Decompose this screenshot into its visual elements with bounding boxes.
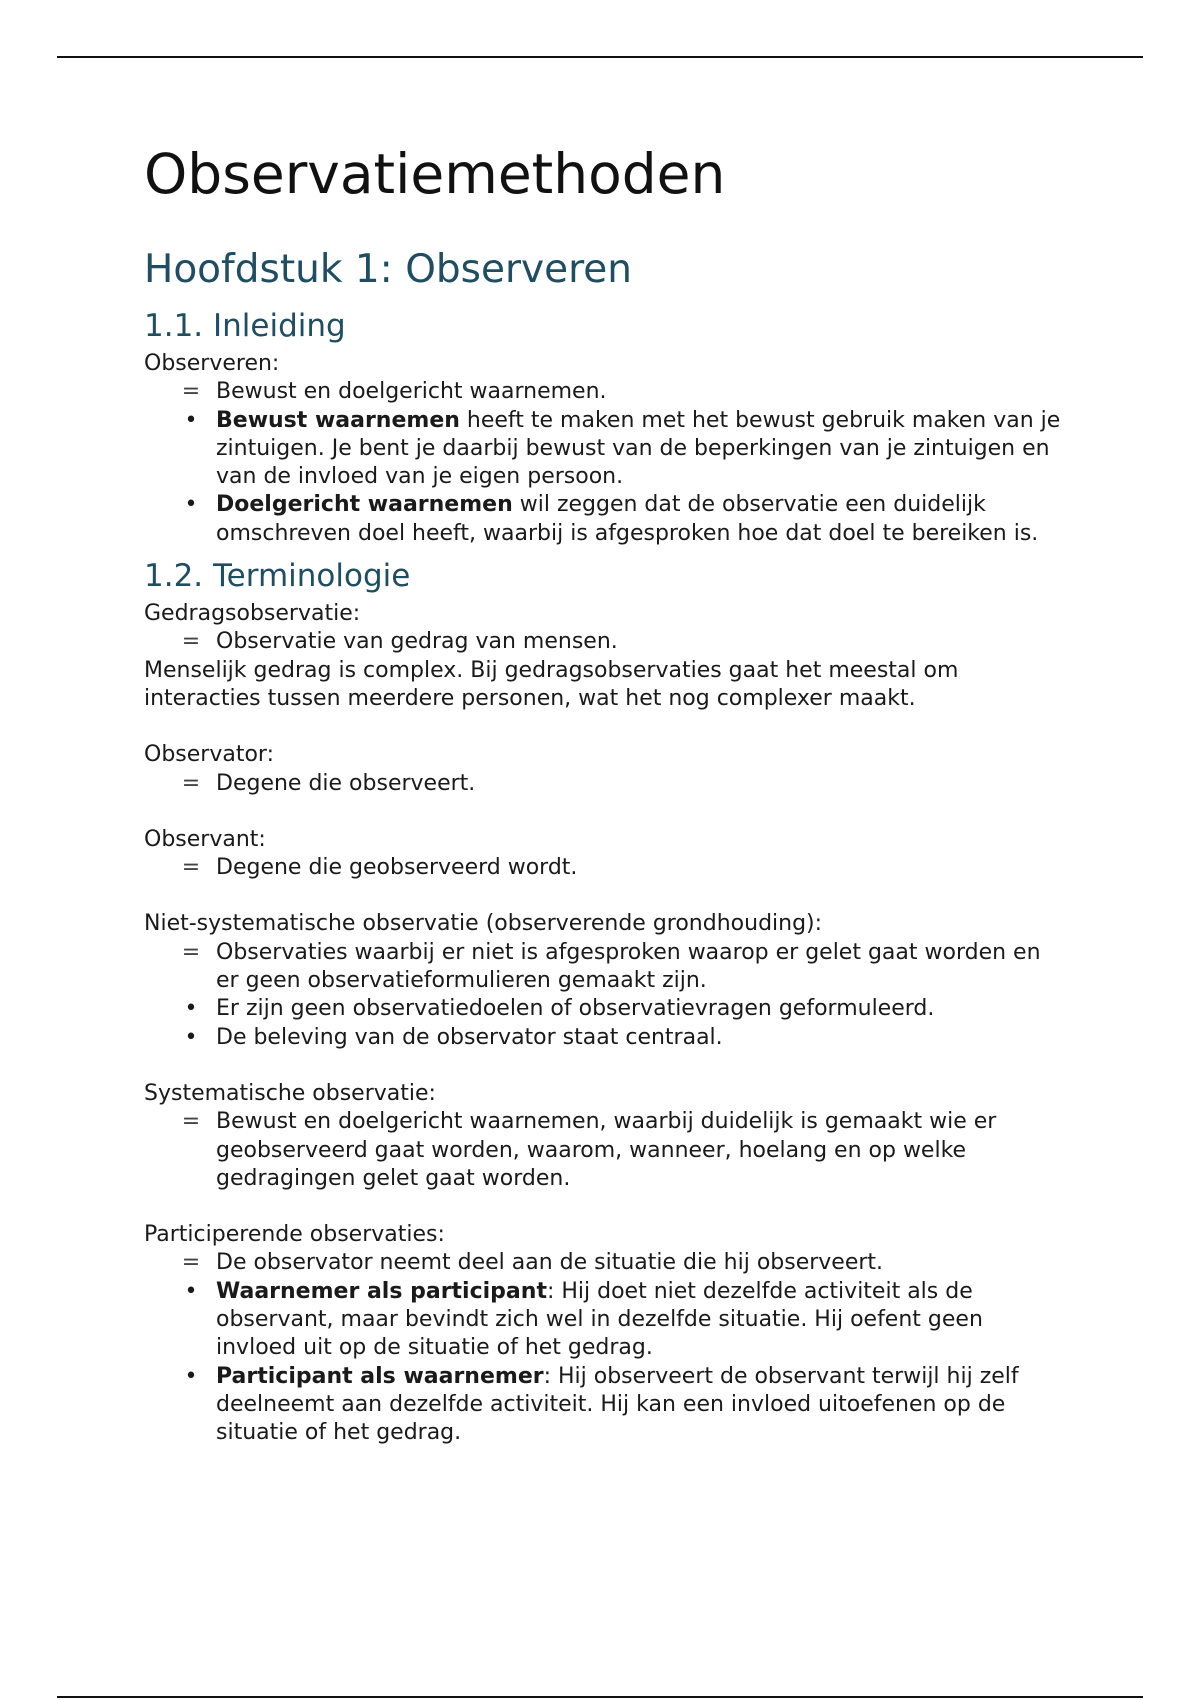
document-title: Observatiemethoden [144, 142, 726, 206]
term-observant: Observant: [144, 826, 266, 852]
equals-icon: = [181, 1250, 201, 1276]
definition-item: = Bewust en doelgericht waarnemen, waarbij duidelijk is gemaakt wie er geobserveerd gaat worden, waarom, wanneer, hoelang en op welke gedragingen gelet gaat worden. [181, 1109, 997, 1191]
bullet-icon: • [184, 407, 198, 433]
list-observator [144, 770, 1064, 798]
equals-icon: = [181, 770, 201, 796]
definition-item: = Degene die geobserveerd wordt. [144, 854, 1064, 882]
bullet-icon: • [184, 492, 198, 518]
definition-item: = Observatie van gedrag van mensen. [144, 628, 1064, 656]
equals-icon: = [181, 1109, 201, 1135]
bullet-item: • Er zijn geen observatiedoelen of observatievragen geformuleerd. [144, 995, 1064, 1023]
list-systematisch [144, 1108, 1064, 1193]
equals-icon: = [181, 379, 201, 405]
bullet-item: • Bewust waarnemen heeft te maken met het bewust gebruik maken van je zintuigen. Je bent je daarbij bewust van de beperkingen van je zintuigen en van de invloed van je eigen persoon. [144, 407, 1064, 492]
definition-item: = De observator neemt deel aan de situatie die hij observeert. [144, 1249, 1064, 1277]
list-niet-systematisch [144, 939, 1064, 1052]
chapter-heading: Hoofdstuk 1: Observeren [144, 247, 632, 292]
bullet-item: • Participant als waarnemer: Hij observeert de observant terwijl hij zelf deelneemt aan dezelfde activiteit. Hij kan een invloed uitoefenen op de situatie of het gedrag. [144, 1363, 1064, 1448]
bullet-item: • Waarnemer als participant: Hij doet niet dezelfde activiteit als de observant, maar bevindt zich wel in dezelfde situatie. Hij oefent geen invloed uit op de situatie of het gedrag. [144, 1278, 1064, 1363]
list-participerend [144, 1249, 1064, 1447]
section-heading-terminologie: 1.2. Terminologie [144, 558, 411, 595]
definition-item: = Observaties waarbij er niet is afgesproken waarop er gelet gaat worden en er geen observatieformulieren gemaakt zijn. [181, 939, 1041, 994]
definition-item: = Degene die observeert. [144, 770, 1064, 798]
list-observeren [144, 378, 1064, 548]
list-gedragsobservatie [144, 628, 1064, 656]
term-observator: Observator: [144, 742, 274, 768]
document-content [144, 138, 1064, 1448]
top-rule [57, 56, 1143, 58]
section-heading-inleiding: 1.1. Inleiding [144, 308, 346, 344]
bullet-item: • De beleving van de observator staat centraal. [144, 1024, 1064, 1052]
term-gedragsobservatie: Gedragsobservatie: [144, 601, 361, 627]
term-systematisch: Systematische observatie: [144, 1080, 436, 1106]
paragraph-gedrag: Menselijk gedrag is complex. Bij gedragsobservaties gaat het meestal om interacties tussen meerdere personen, wat het nog complexer maakt. [144, 657, 959, 711]
bullet-icon: • [184, 1363, 198, 1389]
bullet-icon: • [184, 996, 198, 1022]
bullet-icon: • [184, 1278, 198, 1304]
term-niet-systematisch: Niet-systematische observatie (observerende grondhouding): [144, 911, 823, 937]
equals-icon: = [181, 939, 201, 965]
list-observant [144, 854, 1064, 882]
term-observeren: Observeren: [144, 351, 280, 376]
definition-item: = Bewust en doelgericht waarnemen. [144, 378, 1064, 406]
term-participerend: Participerende observaties: [144, 1222, 445, 1248]
equals-icon: = [181, 629, 201, 655]
equals-icon: = [181, 855, 201, 881]
bullet-item: • Doelgericht waarnemen wil zeggen dat de observatie een duidelijk omschreven doel heeft, waarbij is afgesproken hoe dat doel te bereiken is. [144, 491, 1064, 548]
bullet-icon: • [184, 1024, 198, 1050]
bottom-rule [57, 1696, 1143, 1698]
